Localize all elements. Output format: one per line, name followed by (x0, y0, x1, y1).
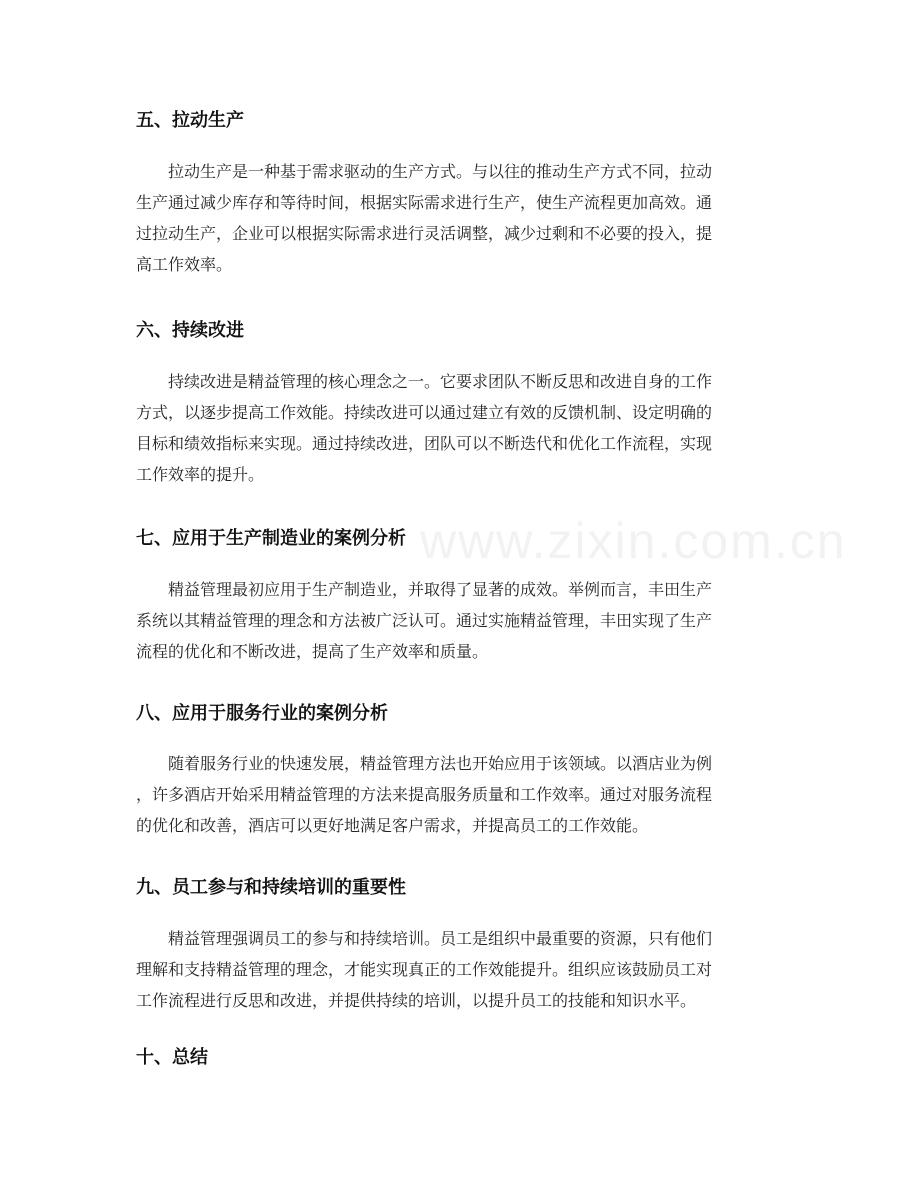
paragraph-line: ，许多酒店开始采用精益管理的方法来提高服务质量和工作效率。通过对服务流程 (136, 785, 713, 804)
section-paragraph-6 (136, 366, 712, 490)
paragraph-line: 工作效率的提升。 (136, 465, 265, 484)
paragraph-line: 方式，以逐步提高工作效能。持续改进可以通过建立有效的反馈机制、设定明确的 (136, 403, 713, 422)
paragraph-line: 系统以其精益管理的理念和方法被广泛认可。通过实施精益管理，丰田实现了生产 (136, 611, 713, 630)
section-title-5: 五、拉动生产 (136, 110, 244, 131)
section-paragraph-9 (136, 923, 712, 1016)
paragraph-line: 目标和绩效指标来实现。通过持续改进，团队可以不断迭代和优化工作流程，实现 (136, 434, 713, 453)
paragraph-line: 流程的优化和不断改进，提高了生产效率和质量。 (136, 642, 489, 661)
paragraph-line: 精益管理最初应用于生产制造业，并取得了显著的成效。举例而言，丰田生产 (168, 580, 713, 599)
paragraph-line: 理解和支持精益管理的理念，才能实现真正的工作效能提升。组织应该鼓励员工对 (136, 960, 713, 979)
paragraph-line: 工作流程进行反思和改进，并提供持续的培训，以提升员工的技能和知识水平。 (136, 991, 697, 1010)
section-paragraph-8 (136, 748, 712, 841)
paragraph-line: 持续改进是精益管理的核心理念之一。它要求团队不断反思和改进自身的工作 (168, 372, 713, 391)
section-paragraph-7 (136, 574, 712, 667)
section-title-6: 六、持续改进 (136, 320, 244, 341)
paragraph-line: 高工作效率。 (136, 255, 233, 274)
paragraph-line: 精益管理强调员工的参与和持续培训。员工是组织中最重要的资源，只有他们 (168, 929, 713, 948)
section-title-8: 八、应用于服务行业的案例分析 (136, 703, 388, 724)
section-title-9: 九、员工参与和持续培训的重要性 (136, 877, 406, 898)
paragraph-line: 生产通过减少库存和等待时间，根据实际需求进行生产，使生产流程更加高效。通 (136, 193, 713, 212)
section-paragraph-5 (136, 156, 712, 280)
paragraph-line: 的优化和改善，酒店可以更好地满足客户需求，并提高员工的工作效能。 (136, 816, 649, 835)
paragraph-line: 拉动生产是一种基于需求驱动的生产方式。与以往的推动生产方式不同，拉动 (168, 162, 713, 181)
section-title-7: 七、应用于生产制造业的案例分析 (136, 528, 406, 549)
watermark: www.zixin.com.cn (420, 513, 847, 569)
paragraph-line: 过拉动生产，企业可以根据实际需求进行灵活调整，减少过剩和不必要的投入，提 (136, 224, 713, 243)
paragraph-line: 随着服务行业的快速发展，精益管理方法也开始应用于该领域。以酒店业为例 (168, 754, 713, 773)
section-title-10: 十、总结 (136, 1047, 208, 1068)
